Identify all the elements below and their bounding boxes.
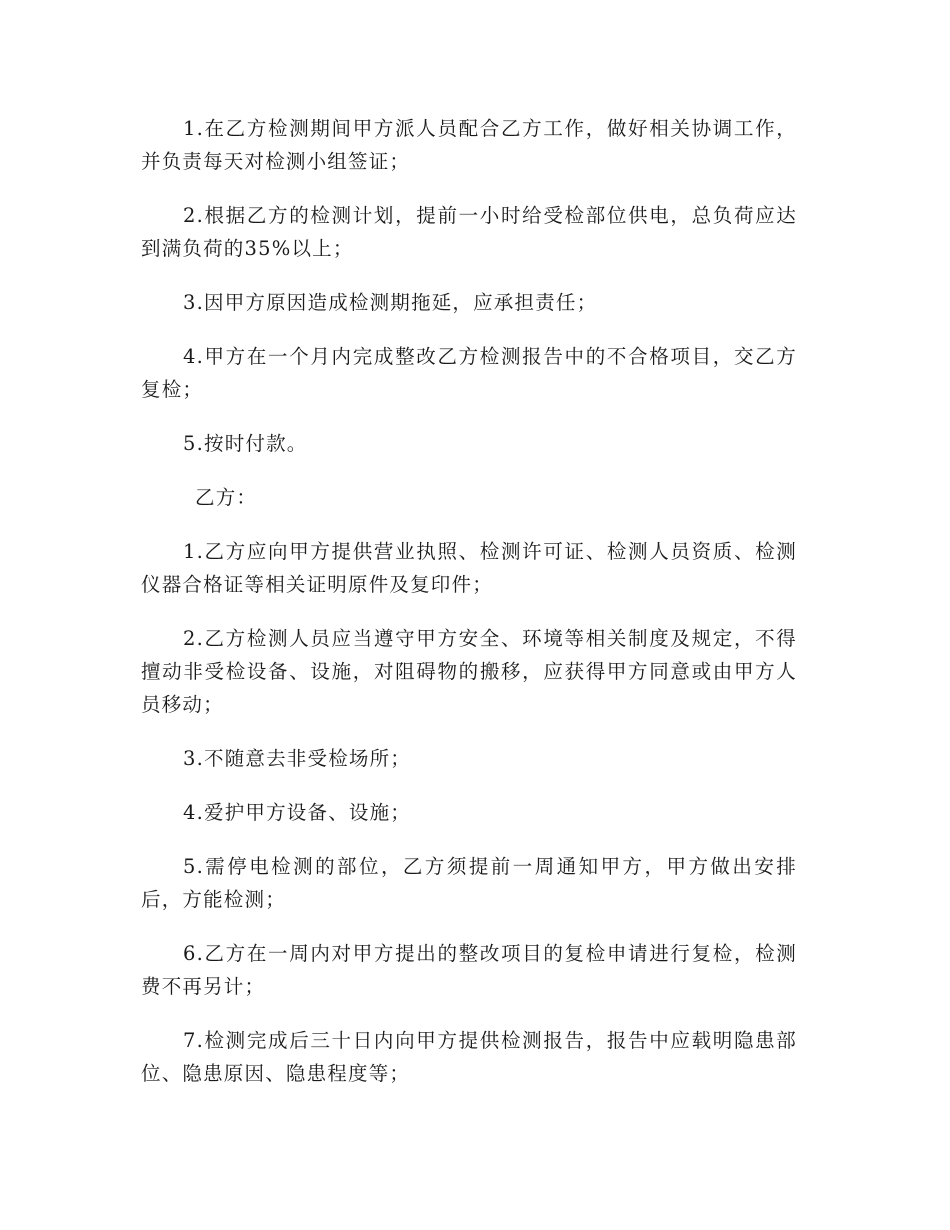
- party-b-clause-1: 1.乙方应向甲方提供营业执照、检测许可证、检测人员资质、检测仪器合格证等相关证明原件及复印件；: [141, 540, 797, 596]
- party-a-clause-5: 5.按时付款。: [183, 432, 308, 455]
- party-b-clause-3: 3.不随意去非受检场所；: [183, 747, 412, 770]
- party-a-clause-2: 2.根据乙方的检测计划，提前一小时给受检部位供电，总负荷应达到满负荷的35%以上；: [141, 204, 797, 260]
- party-b-clause-2: 2.乙方检测人员应当遵守甲方安全、环境等相关制度及规定，不得擅动非受检设备、设施，对阻碍物的搬移，应获得甲方同意或由甲方人员移动；: [141, 627, 797, 716]
- party-b-clause-4: 4.爱护甲方设备、设施；: [183, 801, 412, 824]
- party-b-heading: 乙方：: [195, 486, 258, 509]
- party-a-clause-1: 1.在乙方检测期间甲方派人员配合乙方工作，做好相关协调工作，并负责每天对检测小组签证；: [141, 117, 797, 173]
- party-b-clause-6: 6.乙方在一周内对甲方提出的整改项目的复检申请进行复检，检测费不再另计；: [141, 942, 797, 998]
- party-b-clause-5: 5.需停电检测的部位，乙方须提前一周通知甲方，甲方做出安排后，方能检测；: [141, 855, 797, 911]
- party-a-clause-3: 3.因甲方原因造成检测期拖延，应承担责任；: [183, 291, 598, 314]
- party-a-clause-4: 4.甲方在一个月内完成整改乙方检测报告中的不合格项目，交乙方复检；: [141, 345, 797, 401]
- party-b-clause-7: 7.检测完成后三十日内向甲方提供检测报告，报告中应载明隐患部位、隐患原因、隐患程度等；: [141, 1029, 797, 1085]
- document-body: [141, 112, 797, 1111]
